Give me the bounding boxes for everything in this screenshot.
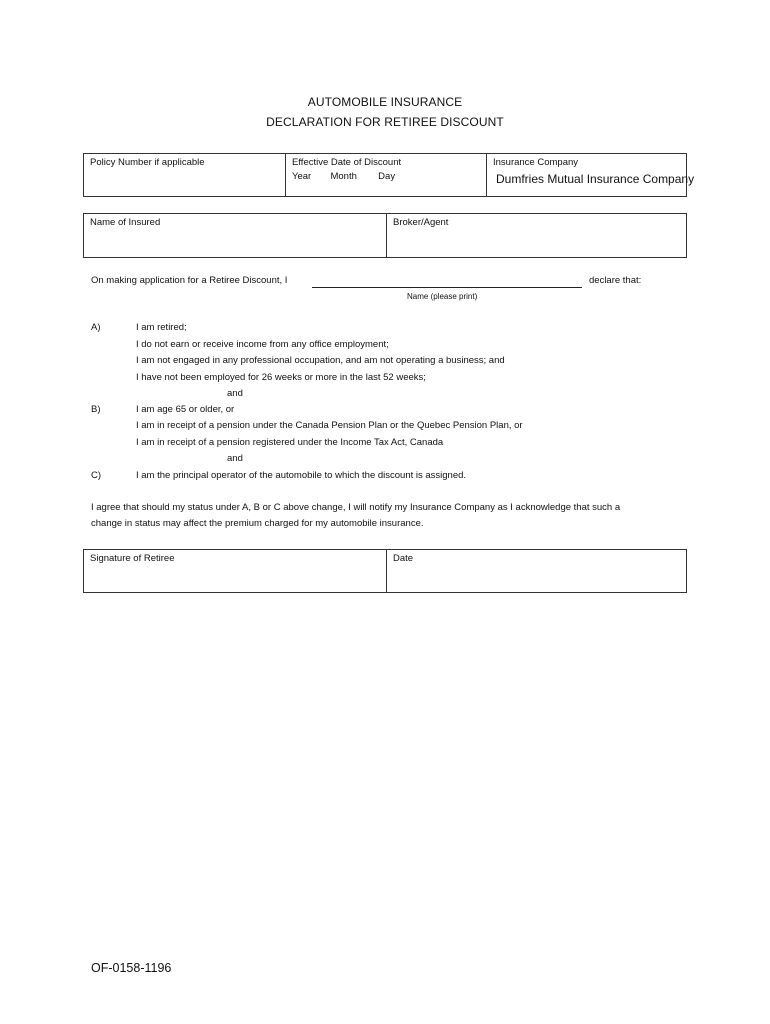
policy-number-label: Policy Number if applicable (90, 157, 205, 168)
and-connector: and (227, 453, 243, 464)
name-caption: Name (please print) (407, 292, 478, 301)
condition-a-line: I am retired; (136, 322, 187, 333)
declare-that-text: declare that: (589, 275, 642, 286)
and-connector: and (227, 388, 243, 399)
policy-info-table (83, 153, 695, 197)
date-cell[interactable] (386, 550, 686, 592)
condition-b-line: I am in receipt of a pension registered under the Income Tax Act, Canada (136, 437, 444, 448)
declaration-intro: On making application for a Retiree Discount, I (91, 275, 288, 286)
insured-table (83, 213, 687, 258)
signature-cell[interactable] (84, 550, 386, 592)
form-code: OF-0158-1196 (91, 961, 172, 975)
condition-c-line: I am the principal operator of the automobile to which the discount is assigned. (136, 470, 467, 481)
condition-a-letter: A) (91, 322, 101, 333)
name-of-insured-cell[interactable] (84, 214, 386, 257)
condition-b-letter: B) (91, 404, 101, 415)
effective-date-label: Effective Date of Discount (292, 157, 402, 168)
day-label: Day (378, 171, 396, 182)
condition-b-line: I am in receipt of a pension under the Canada Pension Plan or the Quebec Pension Plan, or (136, 420, 523, 431)
retiree-name-field[interactable] (312, 275, 582, 288)
date-label: Date (393, 553, 414, 564)
agreement-text: change in status may affect the premium charged for my automobile insurance. (91, 518, 424, 529)
insurance-company-cell[interactable] (486, 154, 695, 196)
insurance-company-label: Insurance Company (493, 157, 579, 168)
month-label: Month (330, 171, 357, 182)
condition-c-letter: C) (91, 470, 102, 481)
condition-b-line: I am age 65 or older, or (136, 404, 235, 415)
insurance-company-value: Dumfries Mutual Insurance Company (496, 172, 695, 186)
condition-a-line: I do not earn or receive income from any office employment; (136, 339, 389, 350)
broker-agent-cell[interactable] (386, 214, 686, 257)
year-label: Year (292, 171, 312, 182)
name-of-insured-label: Name of Insured (90, 217, 161, 228)
form-title: AUTOMOBILE INSURANCE (307, 95, 463, 109)
effective-date-cell[interactable] (285, 154, 486, 196)
signature-label: Signature of Retiree (90, 553, 175, 564)
policy-number-cell[interactable] (84, 154, 285, 196)
agreement-text: I agree that should my status under A, B or C above change, I will notify my Insurance Company as I acknowledge that such a (91, 502, 621, 513)
form-subtitle: DECLARATION FOR RETIREE DISCOUNT (266, 115, 504, 129)
condition-a-line: I am not engaged in any professional occupation, and am not operating a business; and (136, 355, 505, 366)
signature-table (83, 549, 687, 593)
broker-agent-label: Broker/Agent (393, 217, 449, 228)
condition-a-line: I have not been employed for 26 weeks or more in the last 52 weeks; (136, 372, 426, 383)
